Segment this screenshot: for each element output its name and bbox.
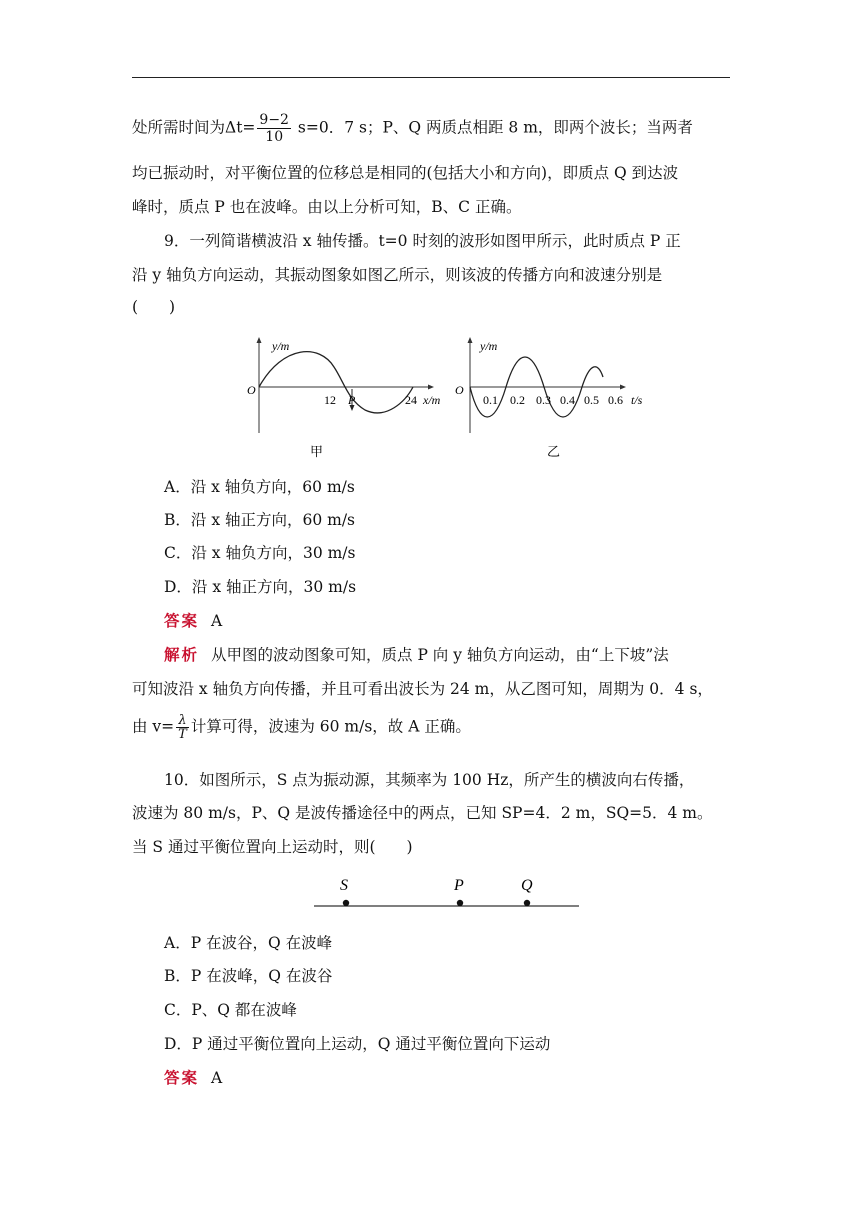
yi-tick: 0.2 (510, 393, 525, 407)
header-rule (132, 77, 730, 78)
jia-x-arrow (428, 385, 434, 390)
q9-stem-line-1: 9．一列简谐横波沿 x 轴传播。t=0 时刻的波形如图甲所示，此时质点 P 正 (164, 232, 681, 250)
jia-y-label: y/m (272, 339, 290, 353)
yi-x-label: t/s (631, 393, 643, 407)
point-q-label: Q (521, 877, 533, 894)
analysis-label: 解析 (164, 645, 200, 664)
yi-tick: 0.1 (483, 393, 498, 407)
point-s-dot (343, 900, 349, 906)
figure-yi (450, 332, 656, 467)
q10-option-a: A．P 在波谷，Q 在波峰 (164, 934, 333, 952)
yi-caption: 乙 (547, 444, 561, 459)
solution-line-1 (132, 112, 732, 145)
fraction-numerator: 9−2 (259, 112, 289, 128)
wave-speed-fraction (176, 714, 189, 741)
answer-label: 答案 (164, 1068, 200, 1087)
yi-tick: 0.6 (608, 393, 623, 407)
solution-line-2: 均已振动时，对平衡位置的位移总是相同的(包括大小和方向)，即质点 Q 到达波 (132, 164, 679, 182)
q10-option-d: D．P 通过平衡位置向上运动，Q 通过平衡位置向下运动 (164, 1035, 551, 1053)
time-fraction (257, 112, 291, 145)
jia-wave-curve (259, 352, 413, 413)
q9-analysis-line-1 (164, 645, 764, 665)
jia-point-p: P (348, 393, 356, 407)
point-s-label: S (340, 877, 348, 894)
q10-stem-line-3: 当 S 通过平衡位置向上运动时，则( ) (132, 838, 413, 856)
analysis-text: 由 v= (132, 717, 175, 736)
answer-value: A (211, 612, 223, 630)
point-p-label: P (454, 877, 464, 894)
q10-stem-line-2: 波速为 80 m/s，P、Q 是波传播途径中的两点，已知 SP=4．2 m，SQ=5．4 m。 (132, 804, 713, 822)
q9-option-c: C．沿 x 轴负方向，30 m/s (164, 544, 356, 562)
jia-y-arrow (257, 337, 262, 343)
fraction-numerator: λ (176, 714, 189, 728)
yi-y-arrow (468, 337, 473, 343)
q9-stem-line-2: 沿 y 轴负方向运动，其振动图象如图乙所示，则该波的传播方向和波速分别是 (132, 266, 663, 284)
q9-stem-line-3: ( ) (132, 298, 176, 316)
jia-x-label: x/m (423, 393, 440, 407)
fraction-denominator: T (178, 727, 187, 742)
q10-stem-line-1: 10．如图所示，S 点为振动源，其频率为 100 Hz，所产生的横波向右传播， (164, 771, 695, 789)
yi-tick: 0.3 (536, 393, 551, 407)
q10-answer (164, 1068, 764, 1088)
solution-text: s=0．7 s；P、Q 两质点相距 8 m，即两个波长；当两者 (292, 118, 693, 137)
point-p-dot (457, 900, 463, 906)
figure-jia (240, 332, 440, 467)
yi-x-arrow (620, 385, 626, 390)
answer-value: A (211, 1069, 223, 1087)
solution-line-3: 峰时，质点 P 也在波峰。由以上分析可知，B、C 正确。 (132, 198, 522, 216)
q9-option-b: B．沿 x 轴正方向，60 m/s (164, 511, 356, 529)
q9-option-d: D．沿 x 轴正方向，30 m/s (164, 578, 357, 596)
yi-tick: 0.4 (560, 393, 575, 407)
q10-option-b: B．P 在波峰，Q 在波谷 (164, 967, 333, 985)
q9-analysis-line-3 (132, 714, 732, 741)
jia-origin-label: O (247, 383, 256, 397)
figure-spq (310, 870, 585, 915)
analysis-text: 计算可得，波速为 60 m/s，故 A 正确。 (190, 717, 471, 736)
q9-option-a: A．沿 x 轴负方向，60 m/s (164, 478, 355, 496)
analysis-text: 从甲图的波动图象可知，质点 P 向 y 轴负方向运动，由“上下坡”法 (211, 646, 669, 664)
q10-option-c: C．P、Q 都在波峰 (164, 1001, 297, 1019)
yi-y-label: y/m (480, 339, 498, 353)
yi-origin-label: O (455, 383, 464, 397)
jia-tick-24: 24 (405, 393, 417, 407)
q9-answer (164, 611, 764, 631)
fraction-denominator: 10 (265, 129, 284, 145)
jia-tick-12: 12 (324, 393, 336, 407)
solution-text: 处所需时间为Δt= (132, 118, 256, 137)
q9-analysis-line-2: 可知波沿 x 轴负方向传播，并且可看出波长为 24 m，从乙图可知，周期为 0．4 s， (132, 680, 713, 698)
yi-tick: 0.5 (584, 393, 599, 407)
jia-caption: 甲 (310, 444, 324, 459)
answer-label: 答案 (164, 611, 200, 630)
point-q-dot (524, 900, 530, 906)
